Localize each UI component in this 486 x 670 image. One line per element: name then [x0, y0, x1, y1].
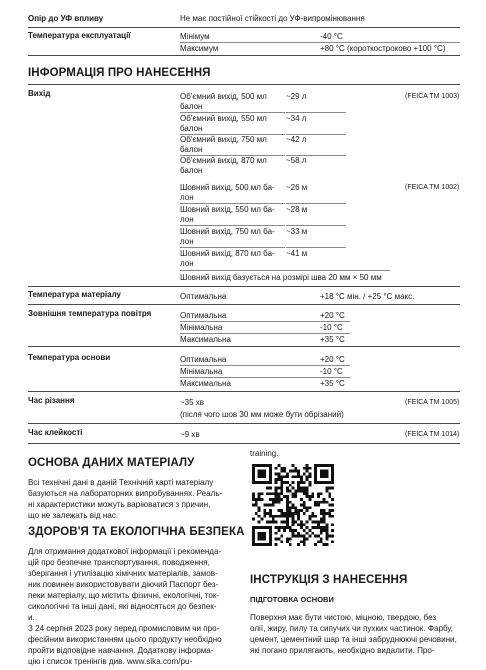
instruction-line: олії, жиру, пилу та сипучих чи пухких частинок. Фарбу,	[250, 624, 453, 633]
divider	[286, 112, 346, 113]
volume-yield-500-label-cont: балон	[180, 102, 203, 111]
divider	[28, 55, 460, 56]
divider	[28, 346, 460, 347]
volume-yield-750-value: ~42 л	[286, 135, 307, 144]
instruction-line: які погано прилягають, необхідно видалити. Про-	[250, 646, 435, 655]
yield-label: Вихід	[28, 89, 51, 98]
basis-text	[28, 477, 233, 521]
health-line: цію і список тренінгів див. www.sika.com/pu-	[28, 657, 193, 666]
joint-yield-standard: (FEICA TM 1002)	[405, 184, 460, 191]
volume-yield-standard: (FEICA TM 1003)	[405, 93, 460, 100]
joint-yield-870-label-cont: лон	[180, 259, 194, 268]
basis-line: що не залежать від нас.	[28, 511, 119, 520]
divider	[28, 391, 460, 392]
service-temp-label: Температура експлуатації	[28, 31, 131, 40]
service-temp-min-value: -40 °C	[320, 32, 343, 41]
volume-yield-750-label-cont: балон	[180, 145, 203, 154]
joint-yield-note: Шовний вихід базується на розмірі шва 20 мм × 50 мм	[180, 273, 382, 282]
uv-resistance-label: Опір до УФ впливу	[28, 14, 104, 23]
basis-line: ні характеристики можуть варіюватися з причин,	[28, 500, 211, 509]
divider	[286, 247, 346, 248]
instruction-title: ІНСТРУКЦІЯ З НАНЕСЕННЯ	[250, 574, 408, 586]
uv-resistance-value: Не має постійної стійкості до УФ-випромінювання	[180, 14, 365, 23]
tack-free-standard: (FEICA TM 1014)	[405, 431, 460, 438]
ambient-temp-opt-value: +20 °C	[320, 311, 345, 320]
joint-yield-550-label-cont: лон	[180, 215, 194, 224]
material-temp-sub: Оптимальна	[180, 292, 227, 301]
joint-yield-870-label: Шовний вихід, 870 мл ба-	[180, 249, 275, 258]
ambient-temp-min-value: -10 °C	[320, 323, 343, 332]
volume-yield-500-value: ~29 л	[286, 92, 307, 101]
divider	[180, 42, 460, 43]
divider	[28, 27, 460, 28]
divider	[180, 321, 350, 322]
application-info-title: ІНФОРМАЦІЯ ПРО НАНЕСЕННЯ	[28, 67, 211, 79]
instruction-line: Поверхня має бути чистою, міцною, твердою, без	[250, 613, 437, 622]
cutting-time-note: (після чого шов 30 мм може бути обрізаний)	[180, 410, 344, 419]
cutting-time-value: ~35 хв	[180, 398, 205, 407]
joint-yield-500-label-cont: лон	[180, 193, 194, 202]
ambient-temp-max-label: Максимальна	[180, 335, 231, 344]
instruction-text	[250, 612, 465, 656]
divider	[180, 225, 285, 226]
health-line: зберігання і утилізацію хімічних матеріалів, замов-	[28, 569, 218, 578]
cutting-time-standard: (FEICA TM 1005)	[405, 399, 460, 406]
divider	[28, 84, 460, 85]
tack-free-value: ~9 хв	[180, 430, 200, 439]
health-line: ник повинен використовувати діючий Паспорт без-	[28, 580, 219, 589]
substrate-temp-max-label: Максимальна	[180, 379, 231, 388]
basis-line: базуються на лабораторних випробуваннях. Реаль-	[28, 489, 223, 498]
divider	[180, 203, 285, 204]
divider	[180, 247, 285, 248]
divider	[180, 333, 350, 334]
joint-yield-550-label: Шовний вихід, 550 мл ба-	[180, 205, 275, 214]
divider	[28, 443, 460, 444]
divider	[28, 423, 460, 424]
health-line: пеки матеріалу, що містить фізичні, екологічні, ток-	[28, 591, 220, 600]
health-title: ЗДОРОВ'Я ТА ЕКОЛОГІЧНА БЕЗПЕКА	[28, 526, 245, 538]
health-line: и.	[28, 613, 35, 622]
volume-yield-500-label: Об'ємний вихід, 500 мл	[180, 92, 267, 101]
volume-yield-550-label-cont: балон	[180, 124, 203, 133]
substrate-temp-opt-label: Оптимальна	[180, 355, 227, 364]
joint-yield-500-value: ~26 м	[286, 183, 308, 192]
basis-title: ОСНОВА ДАНИХ МАТЕРІАЛУ	[28, 457, 195, 469]
health-line: З 24 серпня 2023 року перед промисловим чи про-	[28, 624, 220, 633]
substrate-temp-min-label: Мінімальна	[180, 367, 223, 376]
tack-free-label: Час клейкості	[28, 428, 83, 437]
joint-yield-750-label-cont: лон	[180, 237, 194, 246]
cutting-time-label: Час різання	[28, 396, 75, 405]
divider	[28, 286, 460, 287]
service-temp-max-value: +80 °C (короткостроково +100 °C)	[320, 44, 446, 53]
health-text	[28, 546, 233, 667]
health-line: сикологічні та інші дані, які відносяться до безпек-	[28, 602, 217, 611]
ambient-temp-label: Зовнішня температура повітря	[28, 309, 152, 318]
ambient-temp-opt-label: Оптимальна	[180, 311, 227, 320]
substrate-temp-max-value: +35 °C	[320, 379, 345, 388]
substrate-temp-min-value: -10 °C	[320, 367, 343, 376]
divider	[180, 270, 390, 271]
service-temp-min-label: Мінімум	[180, 32, 210, 41]
divider	[286, 203, 346, 204]
basis-line: Всі технічні дані в даній Технічній карті матеріалу	[28, 478, 214, 487]
health-line: пройти відповідне навчання. Додаткову інформа-	[28, 646, 214, 655]
divider	[28, 304, 460, 305]
volume-yield-870-value: ~58 л	[286, 156, 307, 165]
health-line: Для отримання додаткової інформації і рекоменда-	[28, 547, 222, 556]
qr-caption: training.	[250, 449, 279, 458]
service-temp-max-label: Максимум	[180, 44, 219, 53]
volume-yield-550-value: ~34 л	[286, 114, 307, 123]
instruction-line: цемент, цементний шар та інші забруднюючі речовини,	[250, 635, 457, 644]
volume-yield-750-label: Об'ємний вихід, 750 мл	[180, 135, 267, 144]
ambient-temp-min-label: Мінімальна	[180, 323, 223, 332]
qr-code[interactable]	[252, 464, 334, 546]
instruction-subtitle: ПІДГОТОВКА ОСНОВИ	[250, 595, 334, 604]
divider	[180, 377, 350, 378]
volume-yield-870-label: Об'ємний вихід, 870 мл	[180, 156, 267, 165]
material-temp-label: Температура матеріалу	[28, 290, 121, 299]
material-temp-value: +18 °C мін. / +25 °C макс.	[320, 292, 415, 301]
divider	[180, 112, 285, 113]
volume-yield-870-label-cont: балон	[180, 166, 203, 175]
joint-yield-500-label: Шовний вихід, 500 мл ба-	[180, 183, 275, 192]
health-line: фесійним використанням цього продукту необхідно	[28, 635, 222, 644]
joint-yield-750-value: ~33 м	[286, 227, 308, 236]
health-line: цій про безпечне транспортування, поводження,	[28, 558, 210, 567]
joint-yield-750-label: Шовний вихід, 750 мл ба-	[180, 227, 275, 236]
substrate-temp-opt-value: +20 °C	[320, 355, 345, 364]
ambient-temp-max-value: +35 °C	[320, 335, 345, 344]
joint-yield-870-value: ~41 м	[286, 249, 308, 258]
joint-yield-550-value: ~28 м	[286, 205, 308, 214]
divider	[180, 365, 350, 366]
volume-yield-550-label: Об'ємний вихід, 550 мл	[180, 114, 267, 123]
substrate-temp-label: Температура основи	[28, 353, 111, 362]
divider	[286, 225, 346, 226]
